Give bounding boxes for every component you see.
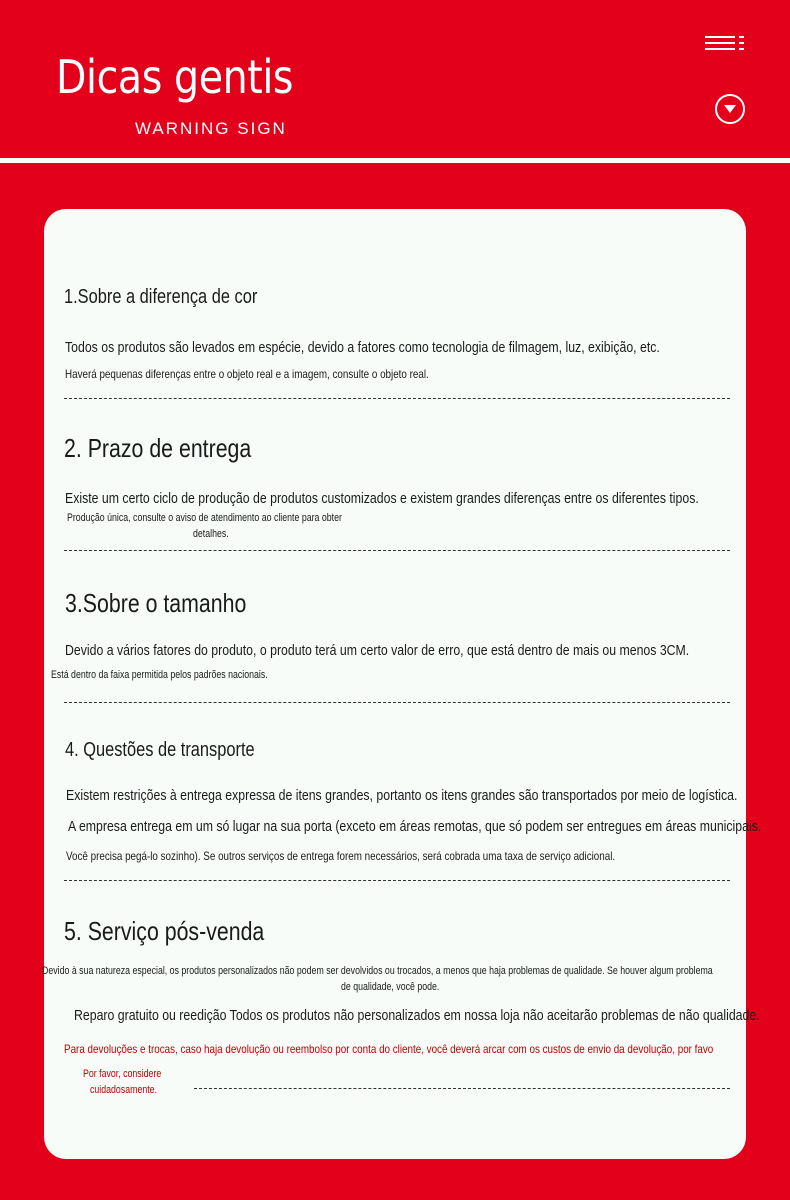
dashed-divider (64, 398, 730, 399)
chevron-down-circle-icon (724, 105, 736, 113)
section-text: Você precisa pegá-lo sozinho). Se outros serviços de entrega forem necessários, será cobrada uma taxa de serviço adicional. (66, 849, 616, 863)
section-heading: 3.Sobre o tamanho (65, 588, 247, 618)
warning-text: Para devoluções e trocas, caso haja devolução ou reembolso por conta do cliente, você deverá arcar com os custos de envio da devolução, por favo (64, 1042, 714, 1056)
header-divider (0, 158, 790, 163)
section-text: Existem restrições à entrega expressa de itens grandes, portanto os itens grandes são transportados por meio de logística. (66, 787, 738, 804)
section-text: Produção única, consulte o aviso de atendimento ao cliente para obter (67, 512, 342, 524)
section-heading: 4. Questões de transporte (65, 739, 255, 761)
section-heading: 1.Sobre a diferença de cor (64, 286, 258, 308)
brand-title: Dicas gentis (56, 50, 294, 104)
dashed-divider (64, 702, 730, 703)
section-text: Haverá pequenas diferenças entre o objeto real e a imagem, consulte o objeto real. (65, 367, 429, 381)
notice-card (42, 209, 762, 1159)
menu-button[interactable] (702, 33, 748, 55)
section-text: Todos os produtos são levados em espécie, devido a fatores como tecnologia de filmagem, luz, exibição, etc. (65, 339, 660, 356)
section-heading: 2. Prazo de entrega (64, 433, 252, 463)
section-text: de qualidade, você pode. (341, 981, 440, 993)
section-heading: 5. Serviço pós-venda (64, 916, 265, 946)
dashed-divider (64, 550, 730, 551)
dashed-divider (64, 880, 730, 881)
section-text: Existe um certo ciclo de produção de produtos customizados e existem grandes diferenças entre os diferentes tipos. (65, 490, 699, 507)
section-text: A empresa entrega em um só lugar na sua porta (exceto em áreas remotas, que só podem ser entregues em áreas municipais. (68, 818, 762, 835)
section-text: detalhes. (193, 528, 229, 540)
site-header (0, 0, 790, 158)
dashed-divider (194, 1088, 730, 1089)
section-text: Reparo gratuito ou reedição Todos os produtos não personalizados em nossa loja não aceitarão problemas de não qualidade. (74, 1007, 760, 1024)
scroll-down-button[interactable] (715, 94, 745, 124)
section-text: Está dentro da faixa permitida pelos padrões nacionais. (51, 669, 268, 681)
warning-text: Por favor, considere (83, 1068, 162, 1080)
brand-subtitle: WARNING SIGN (135, 119, 287, 138)
warning-text: cuidadosamente. (90, 1084, 158, 1096)
section-text: Devido à sua natureza especial, os produtos personalizados não podem ser devolvidos ou trocados, a menos que haja problemas de qualidade. Se houver algum problema (42, 965, 713, 977)
section-text: Devido a vários fatores do produto, o produto terá um certo valor de erro, que está dentro de mais ou menos 3CM. (65, 642, 690, 659)
